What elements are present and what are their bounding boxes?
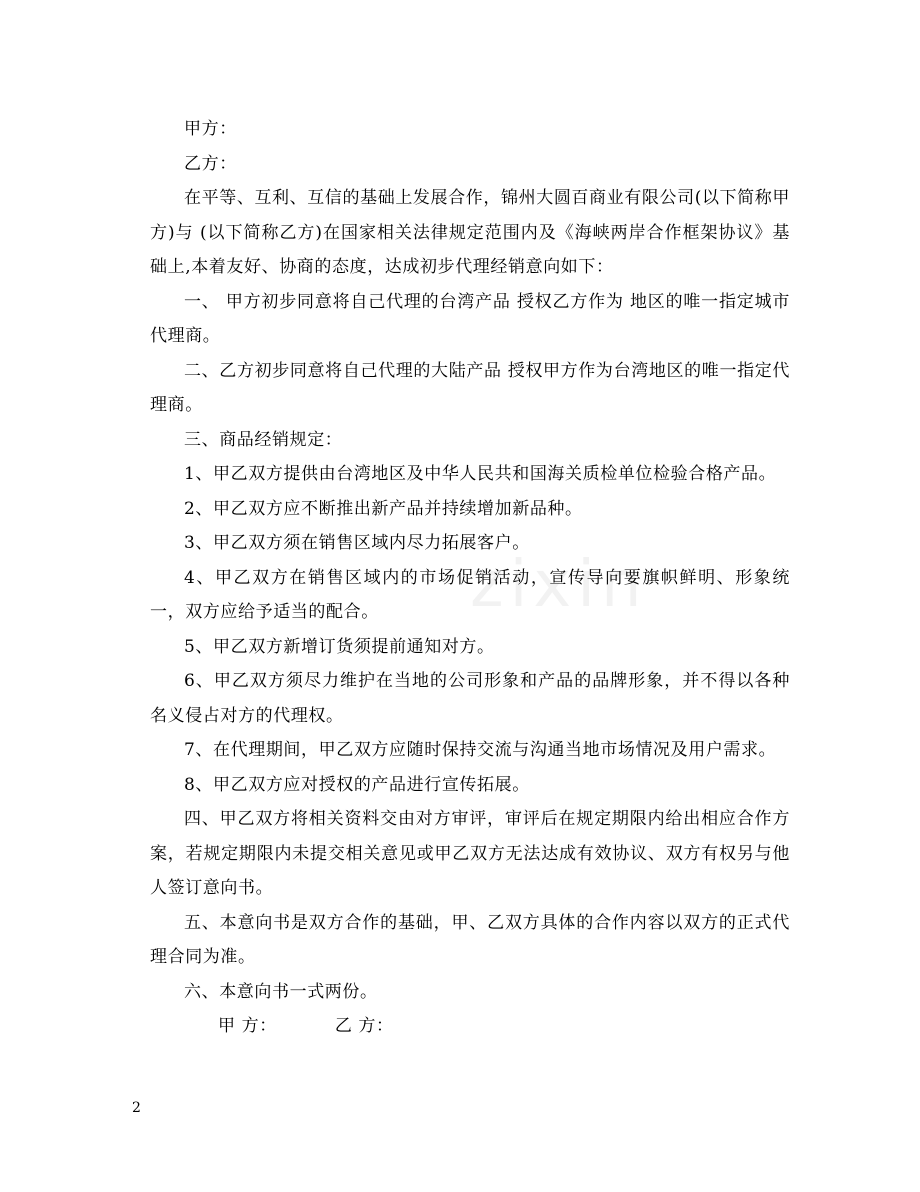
page-number: 2 [132, 1100, 141, 1116]
clause-1: 一、 甲方初步同意将自己代理的台湾产品 授权乙方作为 地区的唯一指定城市代理商。 [150, 291, 790, 346]
watermark: zixin [470, 548, 648, 622]
rule-3: 3、甲乙双方须在销售区域内尽力拓展客户。 [184, 533, 530, 553]
rule-2: 2、甲乙双方应不断推出新产品并持续增加新品种。 [184, 498, 583, 519]
rule-4: 4、甲乙双方在销售区域内的市场促销活动，宣传导向要旗帜鲜明、形象统一，双方应给予适当的配合。 [150, 567, 790, 622]
rule-6: 6、甲乙双方须尽力维护在当地的公司形象和产品的品牌形象，并不得以各种名义侵占对方的代理权。 [150, 671, 790, 726]
document-body [150, 112, 790, 1044]
signature-line [150, 1009, 790, 1044]
clause-3-heading: 三、商品经销规定： [184, 429, 343, 450]
rule-8: 8、甲乙双方应对授权的产品进行宣传拓展。 [184, 774, 530, 795]
party-b-label: 乙方： [184, 153, 237, 174]
signature-party-b: 乙 方： [334, 1016, 394, 1036]
clause-5: 五、本意向书是双方合作的基础，甲、乙双方具体的合作内容以双方的正式代理合同为准。 [150, 912, 790, 967]
intro-paragraph: 在平等、互利、互信的基础上发展合作，锦州大圆百商业有限公司(以下简称甲方)与 (以下简称乙方)在国家相关法律规定范围内及《海峡两岸合作框架协议》基础上,本着友好、协商的态度，达成初步代理经销意向如下： [150, 188, 790, 277]
rule-5: 5、甲乙双方新增订货须提前通知对方。 [184, 636, 495, 657]
clause-2: 二、乙方初步同意将自己代理的大陆产品 授权甲方作为台湾地区的唯一指定代理商。 [150, 360, 790, 415]
rule-7: 7、在代理期间，甲乙双方应随时保持交流与沟通当地市场情况及用户需求。 [184, 740, 777, 760]
rule-1: 1、甲乙双方提供由台湾地区及中华人民共和国海关质检单位检验合格产品。 [184, 464, 777, 484]
signature-party-a: 甲 方： [218, 1016, 277, 1036]
clause-4: 四、甲乙双方将相关资料交由对方审评，审评后在规定期限内给出相应合作方案，若规定期限内未提交相关意见或甲乙双方无法达成有效协议、双方有权另与他人签订意向书。 [150, 809, 790, 898]
clause-6: 六、本意向书一式两份。 [184, 981, 378, 1002]
party-a-label: 甲方： [184, 119, 237, 139]
